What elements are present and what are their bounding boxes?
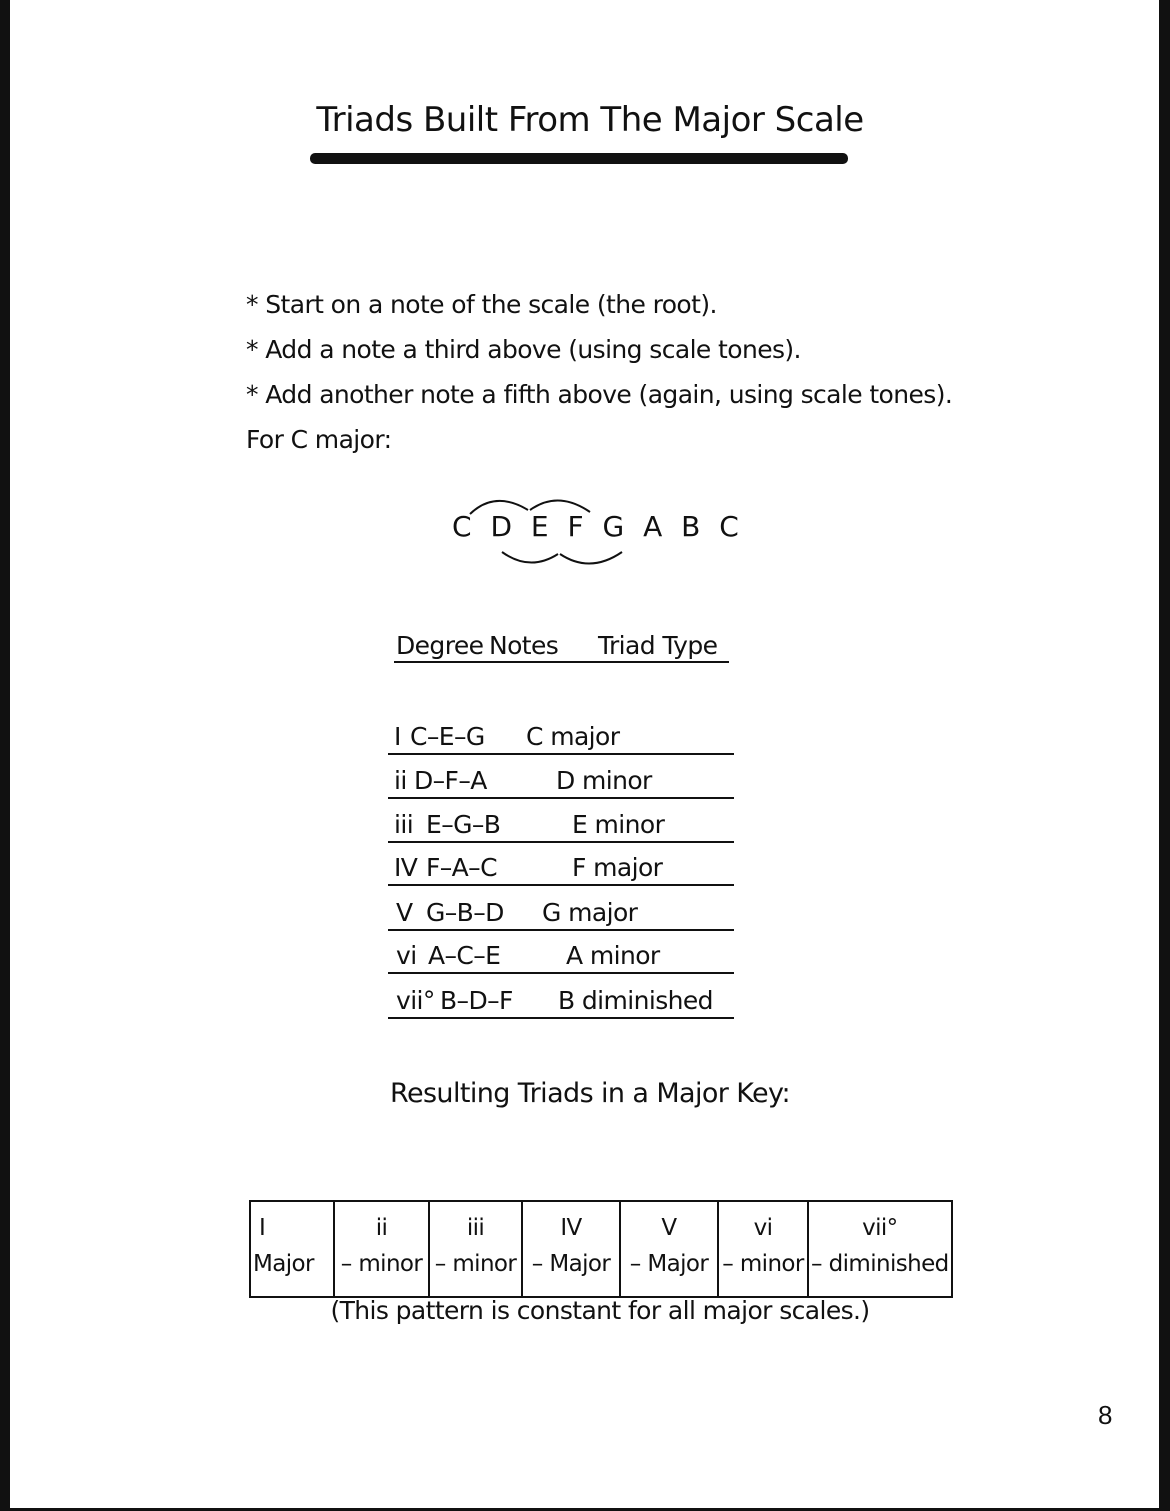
row-notes: E–G–B <box>426 810 501 839</box>
cell-numeral: I <box>259 1215 266 1241</box>
arc-c-to-e-lower <box>502 552 558 563</box>
title-underline-bar <box>310 153 848 164</box>
row-type: D minor <box>556 766 652 795</box>
table-cell <box>522 1201 620 1297</box>
cell-numeral: vi <box>753 1215 773 1241</box>
instruction-step-root: * Start on a note of the scale (the root). <box>246 290 717 319</box>
header-underline <box>394 661 729 663</box>
cell-numeral: IV <box>560 1215 582 1241</box>
instruction-step-third: * Add a note a third above (using scale tones). <box>246 335 801 364</box>
table-cell <box>250 1201 334 1297</box>
table-cell <box>808 1201 952 1297</box>
table-cell <box>334 1201 429 1297</box>
row-notes: B–D–F <box>440 986 513 1015</box>
cell-quality: Major <box>253 1251 314 1277</box>
cell-numeral: ii <box>375 1215 388 1241</box>
instruction-list <box>246 282 952 462</box>
arc-e-to-g-lower <box>560 552 622 564</box>
table-cell <box>718 1201 808 1297</box>
triad-row <box>388 842 734 886</box>
pattern-note: (This pattern is constant for all major scales.) <box>330 1296 870 1325</box>
row-type: F major <box>572 853 663 882</box>
document-page <box>10 0 1159 1508</box>
table-cell <box>429 1201 522 1297</box>
row-degree: V <box>396 898 413 927</box>
row-notes: C–E–G <box>410 722 485 751</box>
header-triad-type: Triad Type <box>598 631 718 660</box>
row-degree: vii° <box>396 986 435 1015</box>
major-key-triads-table <box>249 1200 953 1298</box>
triad-row <box>388 799 734 843</box>
cell-quality: – minor <box>722 1251 804 1277</box>
triad-row <box>388 887 734 931</box>
cell-numeral: V <box>661 1215 677 1241</box>
row-type: E minor <box>572 810 665 839</box>
table-cell <box>620 1201 718 1297</box>
row-notes: F–A–C <box>426 853 497 882</box>
cell-quality: – Major <box>531 1251 611 1277</box>
row-degree: I <box>394 722 401 751</box>
triad-row <box>388 930 734 974</box>
page-number: 8 <box>1098 1400 1113 1430</box>
cell-quality: – diminished <box>811 1251 949 1277</box>
row-degree: vi <box>396 941 417 970</box>
page-title: Triads Built From The Major Scale <box>316 100 864 140</box>
row-degree: iii <box>394 810 414 839</box>
triad-row <box>388 711 734 755</box>
cell-quality: – Major <box>629 1251 709 1277</box>
triad-row <box>388 975 734 1019</box>
instruction-step-fifth: * Add another note a fifth above (again, using scale tones). <box>246 380 953 409</box>
row-notes: D–F–A <box>414 766 487 795</box>
resulting-triads-heading: Resulting Triads in a Major Key: <box>390 1078 790 1109</box>
table-row <box>250 1201 952 1297</box>
cell-quality: – minor <box>340 1251 423 1277</box>
row-degree: ii <box>394 766 407 795</box>
row-degree: IV <box>394 853 418 882</box>
header-degree: Degree <box>396 631 484 660</box>
cell-quality: – minor <box>434 1251 517 1277</box>
row-notes: A–C–E <box>428 941 501 970</box>
row-type: B diminished <box>558 986 713 1015</box>
cell-numeral: vii° <box>862 1215 898 1241</box>
triad-row <box>388 755 734 799</box>
for-c-major-label: For C major: <box>246 425 392 454</box>
cell-numeral: iii <box>466 1215 485 1241</box>
row-notes: G–B–D <box>426 898 504 927</box>
row-type: G major <box>542 898 638 927</box>
row-type: C major <box>526 722 620 751</box>
row-type: A minor <box>566 941 660 970</box>
header-notes: Notes <box>489 631 559 660</box>
c-major-scale-notes: C D E F G A B C <box>452 510 744 543</box>
